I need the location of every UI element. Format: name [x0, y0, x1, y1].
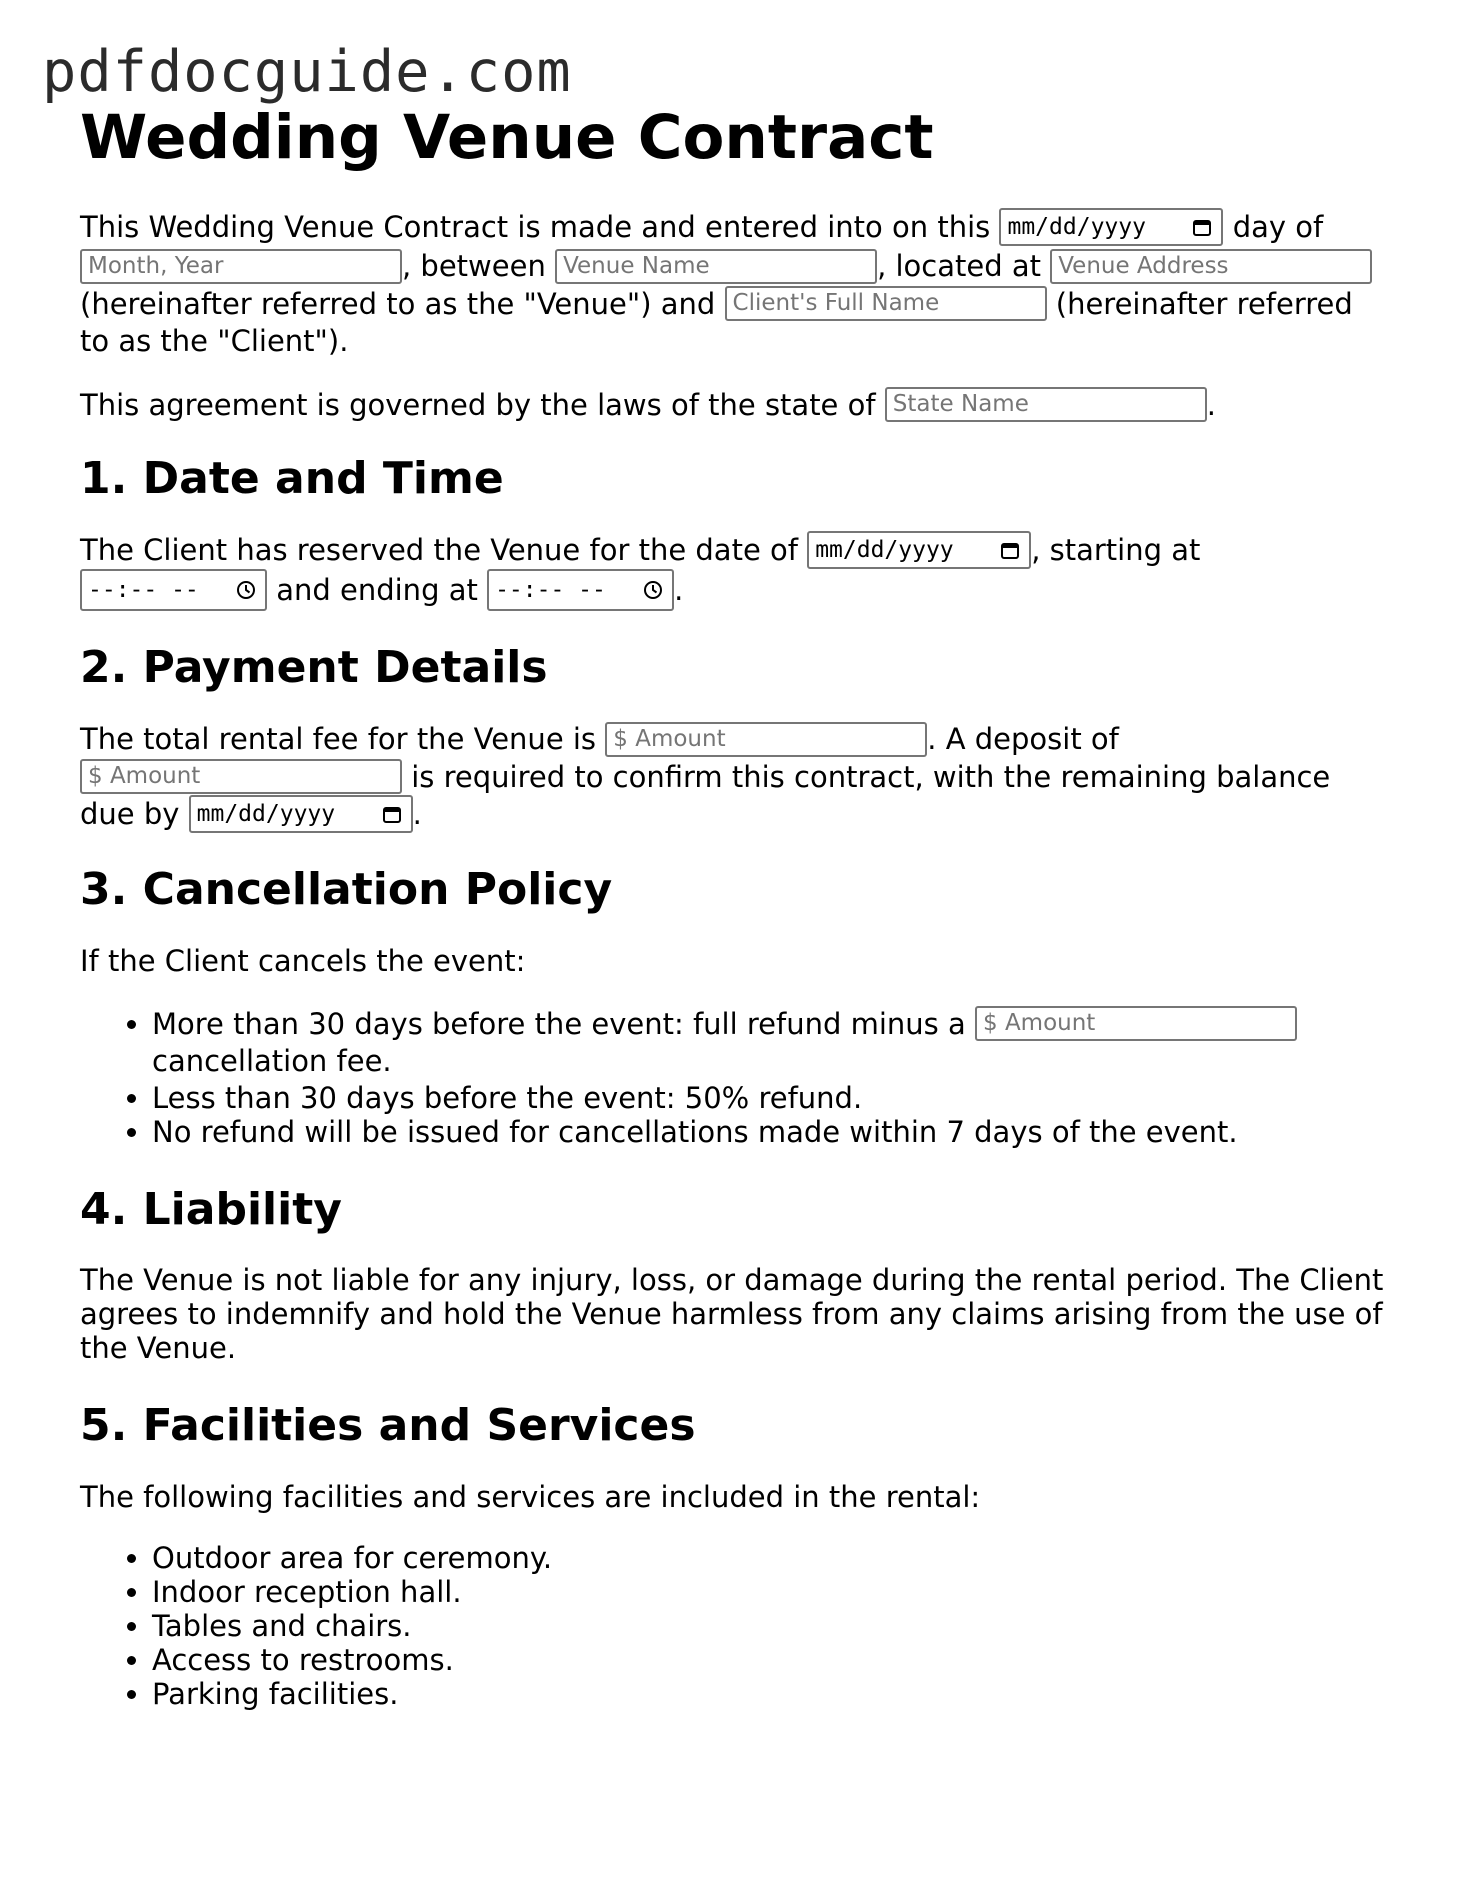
end-time-placeholder: --:-- -- [495, 577, 606, 603]
calendar-icon[interactable] [1000, 540, 1020, 560]
contract-date-input[interactable] [999, 208, 1223, 246]
rental-fee-input[interactable]: $ Amount [605, 722, 927, 757]
month-year-input[interactable]: Month, Year [80, 249, 402, 284]
section-heading-payment: 2. Payment Details [80, 642, 548, 693]
date-time-text: The Client has reserved the Venue for the date of [80, 533, 798, 567]
intro-text: day of [1232, 210, 1324, 244]
watermark: pdfdocguide.com [42, 39, 572, 105]
section-heading-cancellation: 3. Cancellation Policy [80, 864, 613, 915]
intro-text: (hereinafter referred to as the "Client"). [80, 286, 1353, 358]
venue-address-input[interactable]: Venue Address [1050, 249, 1372, 284]
governing-law-paragraph [80, 387, 1390, 425]
intro-paragraph [80, 209, 1390, 361]
clock-icon[interactable] [236, 580, 256, 600]
venue-name-input[interactable]: Venue Name [555, 249, 877, 284]
contract-date-placeholder: mm/dd/yyyy [1007, 214, 1146, 240]
date-time-text: . [674, 573, 684, 607]
balance-due-date-placeholder: mm/dd/yyyy [196, 801, 336, 827]
list-item: • No refund will be issued for cancellations made within 7 days of the event. [152, 1115, 1390, 1149]
list-item: • Indoor reception hall. [152, 1575, 1390, 1609]
list-item-text: More than 30 days before the event: full refund minus a [152, 1006, 966, 1041]
intro-text: This Wedding Venue Contract is made and entered into on this [80, 210, 991, 244]
payment-text: . A deposit of [927, 722, 1119, 756]
start-time-input[interactable] [80, 569, 267, 611]
contract-body [80, 100, 1390, 1711]
facilities-list [80, 1541, 1390, 1711]
cancellation-fee-input[interactable]: $ Amount [975, 1006, 1297, 1041]
state-name-input[interactable]: State Name [885, 387, 1207, 422]
governing-text: . [1206, 387, 1217, 422]
list-item-text: cancellation fee. [152, 1044, 392, 1078]
list-item: • Outdoor area for ceremony. [152, 1541, 1390, 1575]
payment-text: is required to confirm this contract, with the remaining balance due by [80, 759, 1331, 831]
section-heading-date-time: 1. Date and Time [80, 453, 504, 504]
start-time-placeholder: --:-- -- [88, 577, 199, 603]
date-time-text: and ending at [276, 573, 478, 607]
intro-text: (hereinafter referred to as the "Venue") and [80, 286, 716, 321]
liability-paragraph: The Venue is not liable for any injury, loss, or damage during the rental period. The Client agrees to indemnify and hold the Venue harmless from any claims arising from the use of the Venue. [80, 1262, 1384, 1365]
section-heading-liability: 4. Liability [80, 1183, 342, 1235]
end-time-input[interactable] [487, 569, 674, 611]
cancellation-list [80, 1006, 1390, 1149]
intro-text: , located at [877, 249, 1041, 283]
list-item: • Less than 30 days before the event: 50% refund. [152, 1081, 1390, 1115]
deposit-amount-input[interactable]: $ Amount [80, 759, 402, 794]
list-item: • Access to restrooms. [152, 1643, 1390, 1677]
calendar-icon[interactable] [1192, 217, 1212, 237]
page-title: Wedding Venue Contract [80, 102, 934, 173]
list-item [152, 1006, 1390, 1081]
payment-text: The total rental fee for the Venue is [80, 722, 597, 756]
clock-icon[interactable] [643, 580, 663, 600]
section-heading-facilities: 5. Facilities and Services [80, 1399, 696, 1451]
list-item: • Parking facilities. [152, 1677, 1390, 1711]
payment-text: . [412, 797, 422, 831]
date-time-paragraph [80, 532, 1390, 613]
intro-text: , between [402, 249, 546, 283]
payment-paragraph [80, 721, 1390, 835]
calendar-icon[interactable] [382, 804, 402, 824]
facilities-intro: The following facilities and services are included in the rental: [80, 1479, 981, 1514]
event-date-placeholder: mm/dd/yyyy [815, 537, 954, 563]
cancellation-intro: If the Client cancels the event: [80, 944, 526, 978]
list-item: • Tables and chairs. [152, 1609, 1390, 1643]
client-name-input[interactable]: Client's Full Name [725, 286, 1047, 321]
date-time-text: , starting at [1031, 533, 1201, 567]
governing-text: This agreement is governed by the laws of the state of [80, 387, 876, 422]
event-date-input[interactable] [807, 531, 1031, 569]
balance-due-date-input[interactable] [189, 795, 413, 833]
